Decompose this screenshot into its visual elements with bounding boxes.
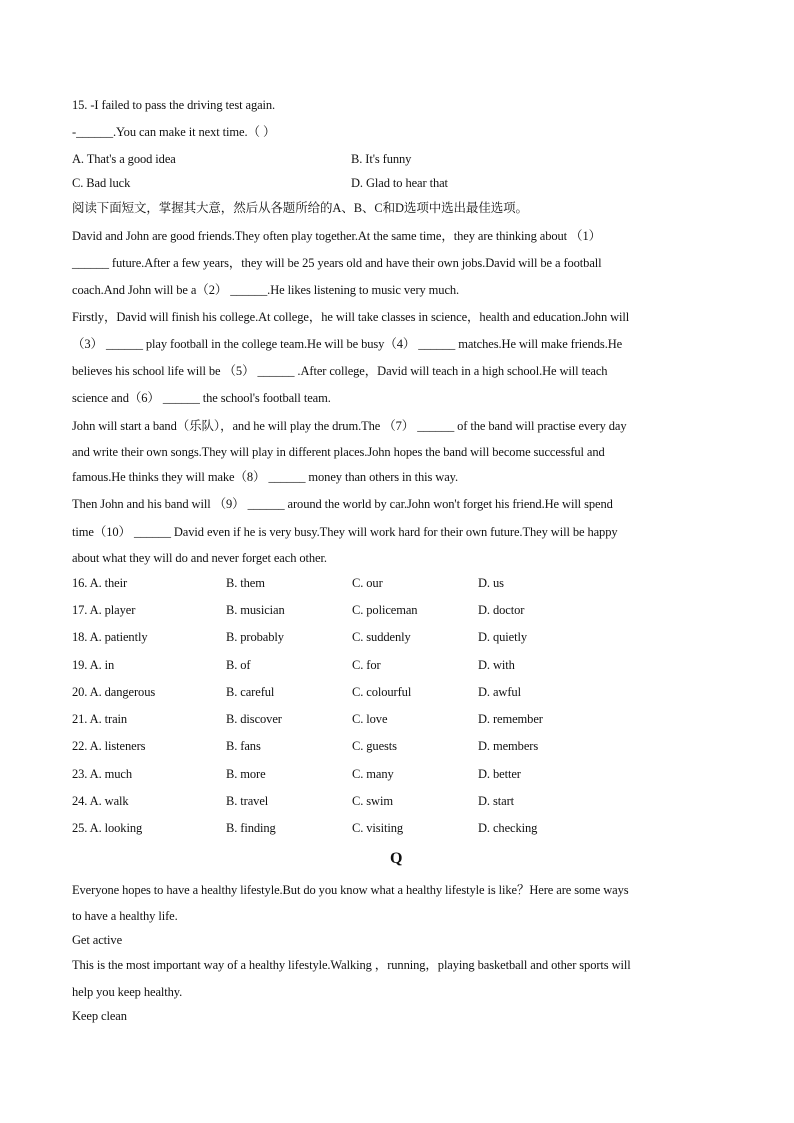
choice-22-a: 22. A. listeners [72, 739, 146, 753]
passage-line: believes his school life will be （5） ______ .After college，David will teach in a high school.He will teach [72, 364, 608, 378]
q15-option-c: C. Bad luck [72, 176, 131, 190]
reading-line: Everyone hopes to have a healthy lifestyle.But do you know what a healthy lifestyle is like？Here are some ways [72, 883, 629, 897]
choice-25-a: 25. A. looking [72, 821, 143, 835]
choice-24-d: D. start [478, 794, 514, 808]
choice-21-d: D. remember [478, 712, 543, 726]
passage-line: （3） ______ play football in the college team.He will be busy（4） ______ matches.He will make friends.He [72, 337, 623, 351]
choice-19-c: C. for [352, 658, 381, 672]
choice-22-c: C. guests [352, 739, 397, 753]
choice-22-b: B. fans [226, 739, 261, 753]
choice-16-d: D. us [478, 576, 504, 590]
choice-21-a: 21. A. train [72, 712, 128, 726]
reading-line: to have a healthy life. [72, 909, 178, 923]
section-heading: Q [390, 850, 403, 867]
choice-18-c: C. suddenly [352, 630, 411, 644]
choice-20-d: D. awful [478, 685, 521, 699]
choice-20-c: C. colourful [352, 685, 412, 699]
q15-reply: -______.You can make it next time.（ ） [72, 125, 276, 139]
choice-25-d: D. checking [478, 821, 538, 835]
reading-line: This is the most important way of a healthy lifestyle.Walking ，running，playing basketball and other sports will [72, 958, 631, 972]
passage-line: and write their own songs.They will play in different places.John hopes the band will become successful and [72, 445, 605, 459]
choice-23-b: B. more [226, 767, 266, 781]
choice-24-b: B. travel [226, 794, 269, 808]
choice-17-b: B. musician [226, 603, 285, 617]
choice-25-c: C. visiting [352, 821, 403, 835]
q15-option-a: A. That's a good idea [72, 152, 176, 166]
choice-21-c: C. love [352, 712, 388, 726]
choice-18-b: B. probably [226, 630, 284, 644]
q15-option-d: D. Glad to hear that [351, 176, 448, 190]
passage-line: time（10） ______ David even if he is very busy.They will work hard for their own future.They will be happy [72, 525, 618, 539]
passage-line: coach.And John will be a（2） ______.He likes listening to music very much. [72, 283, 460, 297]
choice-24-c: C. swim [352, 794, 393, 808]
choice-18-d: D. quietly [478, 630, 527, 644]
reading-line: help you keep healthy. [72, 985, 183, 999]
choice-23-d: D. better [478, 767, 521, 781]
choice-23-c: C. many [352, 767, 394, 781]
choice-18-a: 18. A. patiently [72, 630, 148, 644]
choice-16-c: C. our [352, 576, 383, 590]
choice-19-b: B. of [226, 658, 251, 672]
passage-line: David and John are good friends.They often play together.At the same time，they are thinking about （1） [72, 229, 602, 243]
choice-20-b: B. careful [226, 685, 275, 699]
passage-line: Firstly，David will finish his college.At college，he will take classes in science，health and education.John will [72, 310, 630, 324]
choice-16-a: 16. A. their [72, 576, 128, 590]
choice-23-a: 23. A. much [72, 767, 133, 781]
passage-line: Then John and his band will （9） ______ around the world by car.John won't forget his friend.He will spend [72, 497, 613, 511]
passage-line: science and（6） ______ the school's football team. [72, 391, 331, 405]
passage-line: about what they will do and never forget each other. [72, 551, 327, 565]
choice-21-b: B. discover [226, 712, 282, 726]
passage-line: famous.He thinks they will make（8） ______ money than others in this way. [72, 470, 459, 484]
q15-stem: 15. -I failed to pass the driving test again. [72, 98, 276, 112]
choice-17-a: 17. A. player [72, 603, 136, 617]
cloze-instruction: 阅读下面短文，掌握其大意，然后从各题所给的A、B、C和D选项中选出最佳选项。 [72, 201, 528, 215]
reading-subheading: Get active [72, 933, 123, 947]
choice-19-d: D. with [478, 658, 515, 672]
passage-line: John will start a band（乐队），and he will play the drum.The （7） ______ of the band will practise every day [72, 419, 627, 433]
passage-line: ______ future.After a few years，they will be 25 years old and have their own jobs.David will be a football [72, 256, 602, 270]
choice-19-a: 19. A. in [72, 658, 115, 672]
choice-16-b: B. them [226, 576, 265, 590]
choice-17-d: D. doctor [478, 603, 525, 617]
choice-17-c: C. policeman [352, 603, 418, 617]
choice-24-a: 24. A. walk [72, 794, 129, 808]
reading-subheading: Keep clean [72, 1009, 127, 1023]
choice-25-b: B. finding [226, 821, 276, 835]
choice-22-d: D. members [478, 739, 539, 753]
q15-option-b: B. It's funny [351, 152, 412, 166]
choice-20-a: 20. A. dangerous [72, 685, 156, 699]
